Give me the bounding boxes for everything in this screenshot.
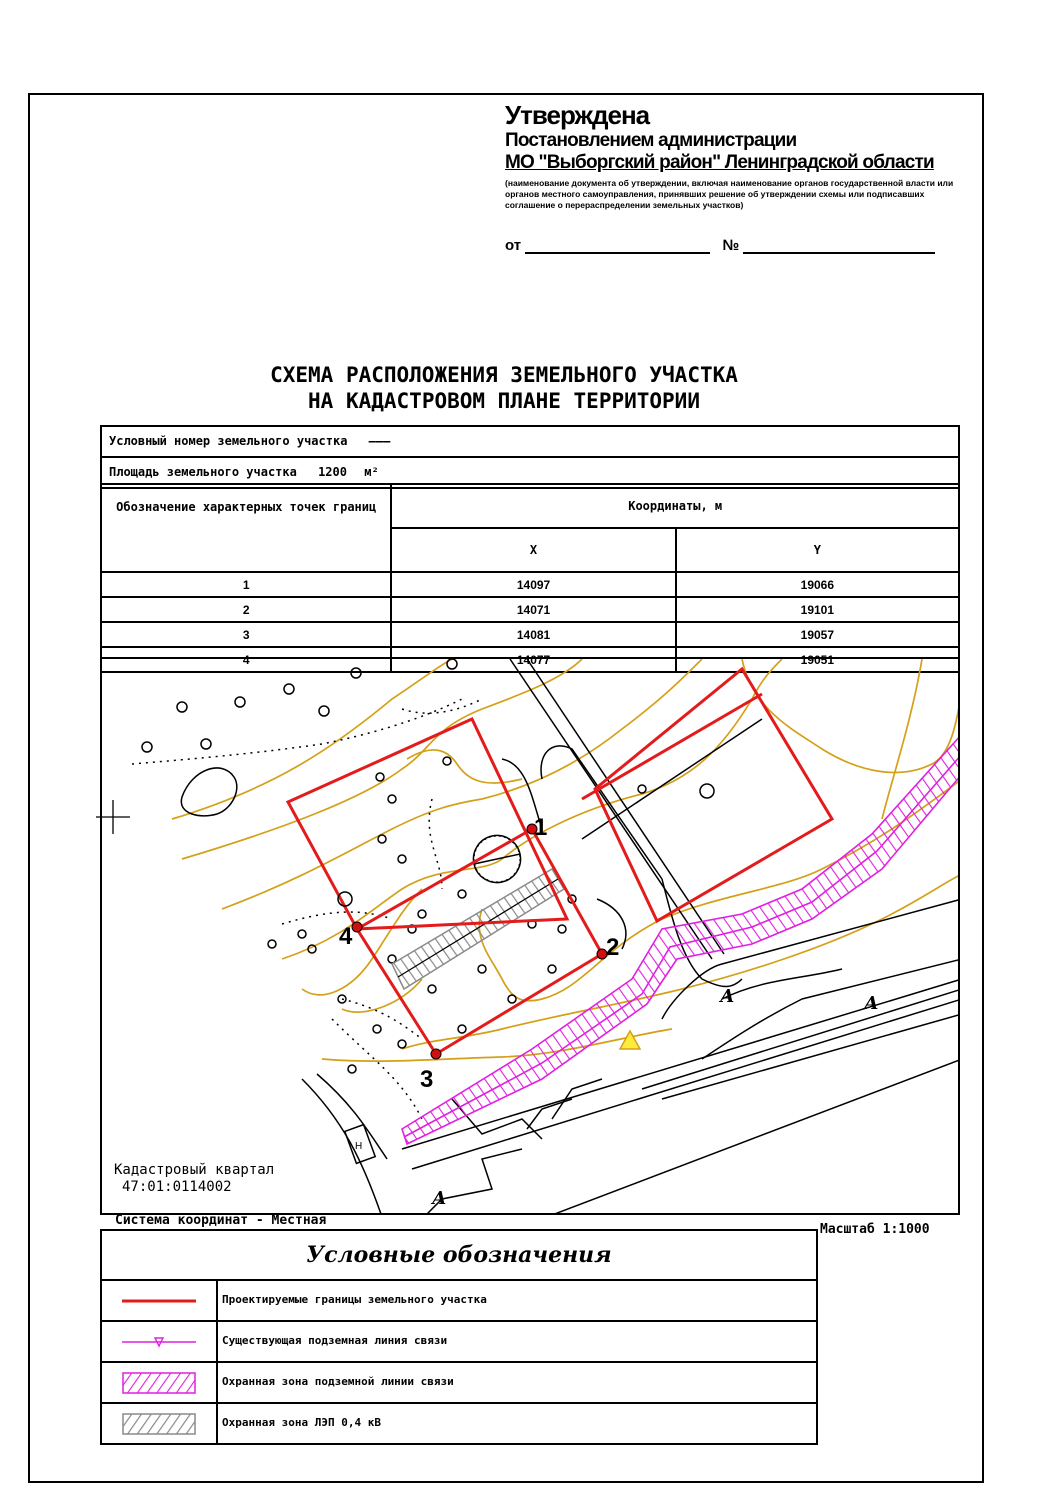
legend-label: Проектируемые границы земельного участка <box>222 1293 487 1306</box>
point-2-label: 2 <box>606 934 620 961</box>
title-line2: НА КАДАСТРОВОМ ПЛАНЕ ТЕРРИТОРИИ <box>308 389 700 413</box>
row-y: 19066 <box>676 572 959 597</box>
depression-contour <box>181 768 237 816</box>
title-line1: СХЕМА РАСПОЛОЖЕНИЯ ЗЕМЕЛЬНОГО УЧАСТКА <box>270 363 738 387</box>
parcel-number-value: ——— <box>368 434 391 448</box>
parcel-number-row <box>102 427 958 458</box>
legend-label: Охранная зона подземной линии связи <box>222 1375 454 1388</box>
comm-line-zone <box>402 734 960 1144</box>
svg-text:Н: Н <box>355 1141 363 1152</box>
point-3-label: 3 <box>420 1066 434 1093</box>
quarter-number: 47:01:0114002 <box>122 1179 232 1195</box>
point-3-marker <box>431 1049 441 1059</box>
road-label-a: А <box>864 993 879 1014</box>
approval-date-row <box>505 237 945 254</box>
legend-label: Охранная зона ЛЭП 0,4 кВ <box>222 1416 381 1429</box>
cadastral-quarter <box>114 1162 274 1196</box>
legend-label: Существующая подземная линия связи <box>222 1334 448 1347</box>
row-x: 14077 <box>391 647 675 672</box>
magenta-hatch-icon <box>102 1363 218 1402</box>
neighbor-parcel-line <box>582 694 762 799</box>
building <box>345 1125 375 1164</box>
dotted-lines <box>132 699 482 1119</box>
row-point: 3 <box>101 622 391 647</box>
approval-title: Утверждена <box>505 100 650 130</box>
table-row <box>101 572 959 597</box>
map-scale: Масштаб 1:1000 <box>820 1222 930 1237</box>
warning-triangle-icon <box>620 1031 640 1049</box>
parcel-area-value: 1200 <box>318 465 347 479</box>
road-label-a: А <box>720 986 735 1007</box>
point-1-label: 1 <box>534 814 548 841</box>
legend-item <box>102 1322 816 1363</box>
legend-title: Условные обозначения <box>102 1231 816 1281</box>
row-x: 14097 <box>391 572 675 597</box>
legend-item <box>102 1404 816 1443</box>
table-row <box>101 597 959 622</box>
page-title <box>100 362 908 414</box>
row-point: 2 <box>101 597 391 622</box>
table-row <box>101 622 959 647</box>
road-label-a: А <box>432 1188 447 1209</box>
col-x-header: X <box>391 528 675 572</box>
row-x: 14081 <box>391 622 675 647</box>
row-y: 19101 <box>676 597 959 622</box>
col-coords-header: Координаты, м <box>391 484 959 528</box>
row-y: 19051 <box>676 647 959 672</box>
approval-block <box>505 100 965 211</box>
magenta-line-icon <box>102 1322 218 1361</box>
parcel-number-label: Условный номер земельного участка <box>109 434 348 448</box>
point-4-label: 4 <box>339 923 353 950</box>
legend <box>100 1229 818 1445</box>
row-y: 19057 <box>676 622 959 647</box>
tree-symbols <box>142 659 646 1073</box>
date-blank <box>525 238 710 254</box>
quarter-label: Кадастровый квартал <box>114 1162 275 1178</box>
parcel-area-unit: м² <box>364 465 379 479</box>
number-prefix: № <box>722 237 740 254</box>
parcel-info <box>100 425 960 489</box>
red-line-icon <box>102 1281 218 1320</box>
coordinates-table <box>100 483 960 673</box>
parcel-area-label: Площадь земельного участка <box>109 465 297 479</box>
number-blank <box>743 238 935 254</box>
legend-item <box>102 1363 816 1404</box>
well-icon <box>700 784 714 798</box>
row-point: 1 <box>101 572 391 597</box>
point-4-marker <box>352 922 362 932</box>
approval-line1: Постановлением администрации <box>505 130 797 151</box>
approval-line2: МО "Выборгский район" Ленинградской области <box>505 152 934 173</box>
cadastral-map[interactable] <box>100 657 960 1215</box>
approval-note: (наименование документа об утверждении, включая наименование органов государственной власти или органов местного самоуправления, принявших решение об утверждении схемы или подписавших соглашение о перераспределении земельных участков) <box>505 178 954 210</box>
coordinate-system: Система координат - Местная <box>115 1213 327 1228</box>
legend-item <box>102 1281 816 1322</box>
map-drawing <box>102 659 960 1215</box>
date-prefix: от <box>505 237 522 254</box>
col-y-header: Y <box>676 528 959 572</box>
col-point-header: Обозначение характерных точек границ <box>101 484 391 572</box>
gray-hatch-icon <box>102 1404 218 1443</box>
row-x: 14071 <box>391 597 675 622</box>
row-point: 4 <box>101 647 391 672</box>
